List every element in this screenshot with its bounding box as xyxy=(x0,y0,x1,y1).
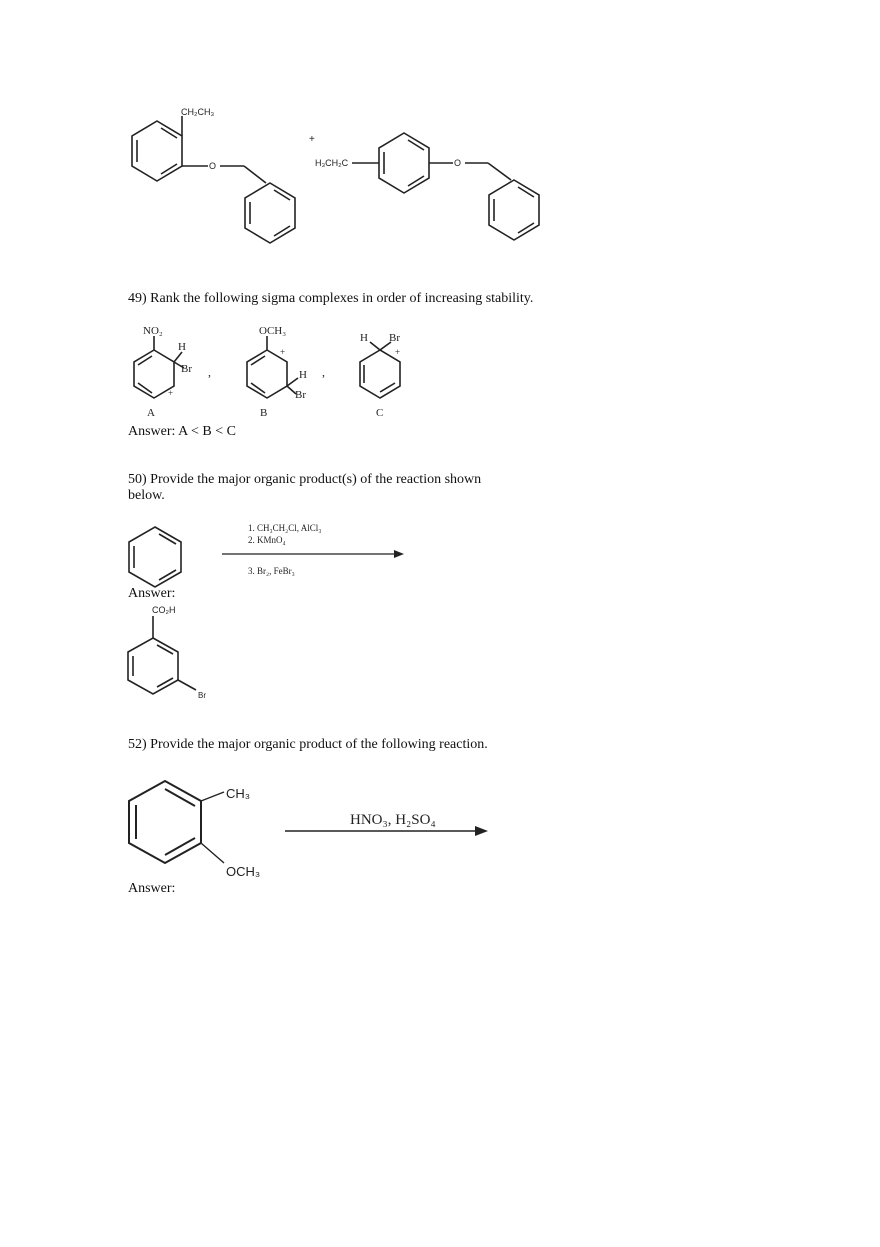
q50-arrow xyxy=(222,550,404,558)
b-hydrogen: H xyxy=(299,369,307,381)
sigma-complex-a xyxy=(134,336,184,398)
q52-reaction-svg xyxy=(0,775,880,880)
a-letter: A xyxy=(147,407,155,419)
q50-product-group: CO₂H xyxy=(152,605,176,615)
ortho-ring xyxy=(132,116,266,183)
top-structures-svg xyxy=(0,0,880,260)
ortho-oxygen: O xyxy=(209,161,217,171)
q49-sigma-complexes xyxy=(0,310,880,430)
q52-answer-label: Answer: xyxy=(128,881,176,896)
comma-1: , xyxy=(208,365,211,379)
c-charge: + xyxy=(395,347,401,357)
a-charge: + xyxy=(168,388,174,398)
q50-text: 50) Provide the major organic product(s) of the reaction shown below. xyxy=(128,472,482,503)
para-benzyl-ring xyxy=(489,180,539,240)
a-bromine: Br xyxy=(181,363,192,375)
q50-benzene xyxy=(129,527,181,587)
c-bromine: Br xyxy=(389,332,400,344)
sigma-complex-c xyxy=(360,342,400,398)
c-letter: C xyxy=(376,407,384,419)
q50-product-halogen: Br xyxy=(198,691,206,700)
plus-sign: + xyxy=(309,134,315,145)
q52-substituent-bottom: OCH₃ xyxy=(226,864,261,879)
a-hydrogen: H xyxy=(178,341,186,353)
q50-reagent-3: 3. Br₂, FeBr₃ xyxy=(248,566,295,576)
c-hydrogen: H xyxy=(360,332,368,344)
b-bromine: Br xyxy=(295,389,306,401)
q52-ring xyxy=(129,781,224,863)
comma-2: , xyxy=(322,365,325,379)
para-substituent: H₃CH₂C xyxy=(315,158,349,168)
a-top-group: NO₂ xyxy=(143,325,163,337)
q52-substituent-top: CH₃ xyxy=(226,786,251,801)
q50-answer-label: Answer: xyxy=(128,586,176,601)
q52-text: 52) Provide the major organic product of the following reaction. xyxy=(128,737,488,752)
q50-product-ring xyxy=(128,616,196,694)
sigma-complex-b xyxy=(247,336,298,398)
q49-text: 49) Rank the following sigma complexes in order of increasing stability. xyxy=(128,291,534,306)
q50-product-svg xyxy=(0,600,880,705)
q50-reagent-1: 1. CH₃CH₂Cl, AlCl₃ xyxy=(248,523,322,533)
b-top-group: OCH₃ xyxy=(259,325,287,337)
q49-structures-svg xyxy=(0,310,880,430)
para-ring xyxy=(352,133,511,193)
para-oxygen: O xyxy=(454,158,462,168)
q50-reaction-svg xyxy=(0,515,880,595)
q50-reagent-2: 2. KMnO₄ xyxy=(248,535,286,545)
q52-reaction xyxy=(0,775,880,880)
q50-product xyxy=(0,600,880,705)
b-letter: B xyxy=(260,407,268,419)
ortho-benzyl-ring xyxy=(245,183,295,243)
b-charge: + xyxy=(280,347,286,357)
ortho-substituent: CH₂CH₃ xyxy=(181,107,215,117)
top-figure xyxy=(0,0,880,260)
q50-reaction xyxy=(0,515,880,595)
q52-reagent: HNO₃, H₂SO₄ xyxy=(350,812,436,828)
q49-answer: Answer: A < B < C xyxy=(128,424,236,439)
